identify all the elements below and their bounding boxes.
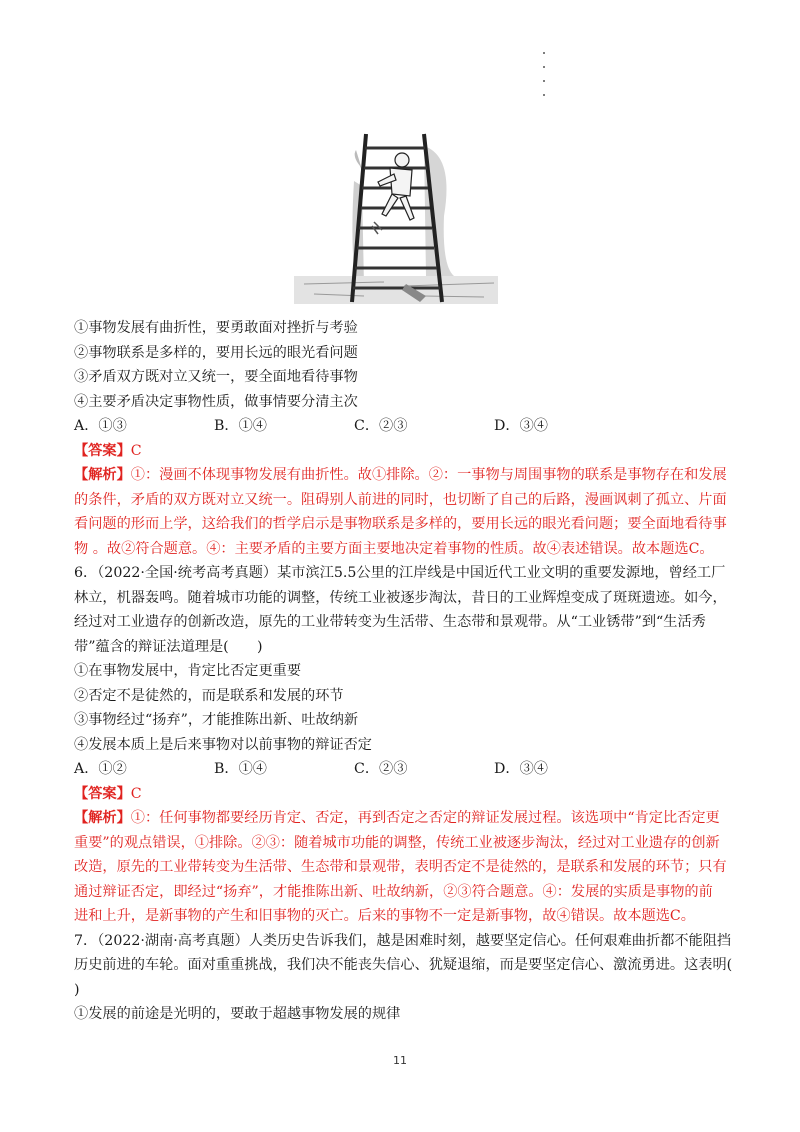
q5-choice-b: B．①④: [214, 418, 267, 434]
document-body: [74, 316, 746, 1027]
decorative-dots: [540, 52, 550, 108]
q5-analysis-line-1: [74, 463, 746, 488]
q6-stem-line-2: 林立，机器轰鸣。随着城市功能的调整，传统工业被逐步淘汰，昔日的工业辉煌变成了斑斑遗迹。如今，: [74, 589, 727, 606]
q5-choice-a: A．①③: [74, 418, 127, 434]
q6-choice-a: A．①②: [74, 761, 127, 777]
q6-analysis-line-5: 进和上升，是新事物的产生和旧事物的灭亡。后来的事物不一定是新事物，故④错误。故本题选C。: [74, 908, 695, 924]
q7-stem-line-1: 7．（2022·湖南·高考真题）人类历史告诉我们，越是困难时刻，越要坚定信心。任何艰难曲折都不能阻挡: [74, 932, 732, 949]
q5-answer-value: C: [130, 442, 142, 459]
q6-analysis-line-1: [74, 806, 746, 831]
q5-option-4: ④主要矛盾决定事物性质，做事情要分清主次: [74, 393, 358, 410]
q5-choice-c: C．②③: [354, 418, 408, 434]
q5-analysis: [74, 463, 746, 561]
page-number: 11: [393, 1054, 407, 1067]
q6-option-4: ④发展本质上是后来事物对以前事物的辩证否定: [74, 736, 372, 753]
q6-analysis-line-3: 改造，原先的工业带转变为生活带、生态带和景观带，表明否定不是徒然的，是联系和发展的环节；只有: [74, 859, 727, 875]
q5-answer: [74, 439, 746, 464]
q6-analysis-line-2: 重要”的观点错误，①排除。②③：随着城市功能的调整，传统工业被逐步淘汰，经过对工业遗存的创新: [74, 834, 720, 851]
q6-stem-line-4: 带”蕴含的辩证法道理是( ): [74, 638, 263, 655]
q5-analysis-label: 【解析】: [74, 467, 131, 483]
q5-analysis-line-3: 看问题的形而上学，这给我们的哲学启示是事物联系是多样的，要用长远的眼光看问题；要全面地看待事: [74, 516, 727, 532]
q5-choices: [74, 414, 746, 439]
q5-option-3: ③矛盾双方既对立又统一，要全面地看待事物: [74, 369, 358, 385]
q7-option-1: ①发展的前途是光明的，要敢于超越事物发展的规律: [74, 1006, 401, 1022]
q5-answer-label: 【答案】: [74, 442, 131, 459]
q6-choice-d: D．③④: [494, 761, 548, 777]
q6-option-1: ①在事物发展中，肯定比否定更重要: [74, 663, 302, 679]
q6-analysis-line-4: 通过辩证否定，即经过“扬弃”，才能推陈出新、吐故纳新，②③符合题意。④：发展的实质是事物的前: [74, 883, 713, 900]
q5-choice-d: D．③④: [494, 418, 548, 434]
q6-stem-line-3: 经过对工业遗存的创新改造，原先的工业带转变为生活带、生态带和景观带。从“工业锈带”到“生活秀: [74, 614, 706, 630]
q6-choice-b: B．①④: [214, 761, 267, 777]
q6-option-3: ③事物经过“扬弃”，才能推陈出新、吐故纳新: [74, 712, 359, 728]
q6-choice-c: C．②③: [354, 761, 408, 777]
q5-option-2: ②事物联系是多样的，要用长远的眼光看问题: [74, 344, 358, 361]
q7-stem-line-3: ): [74, 981, 80, 998]
q5-analysis-line-2: 的条件，矛盾的双方既对立又统一。阻碍别人前进的同时，也切断了自己的后路，漫画讽刺了孤立、片面: [74, 491, 727, 508]
q6-choices: [74, 757, 746, 782]
q6-stem-line-1: 6．（2022·全国·统考高考真题）某市滨江5.5公里的江岸线是中国近代工业文明的重要发源地，曾经工厂: [74, 565, 726, 581]
q5-analysis-text-1: ①：漫画不体现事物发展有曲折性。故①排除。②：一事物与周围事物的联系是事物存在和发展: [130, 467, 727, 483]
q6-answer: [74, 782, 746, 807]
ladder-cartoon-image: [294, 126, 498, 304]
q6-option-2: ②否定不是徒然的，而是联系和发展的环节: [74, 687, 344, 704]
q6-analysis: [74, 806, 746, 929]
q6-analysis-label: 【解析】: [74, 810, 131, 826]
q5-option-1: ①事物发展有曲折性，要勇敢面对挫折与考验: [74, 320, 358, 336]
q5-analysis-line-4: 物 。故②符合题意。④：主要矛盾的主要方面主要地决定着事物的性质。故④表述错误。故本题选C。: [74, 540, 714, 557]
q6-analysis-text-1: ①：任何事物都要经历肯定、否定，再到否定之否定的辩证发展过程。该选项中“肯定比否定更: [130, 810, 720, 826]
q6-answer-label: 【答案】: [74, 785, 131, 802]
q6-answer-value: C: [130, 785, 142, 802]
q7-stem-line-2: 历史前进的车轮。面对重重挑战，我们决不能丧失信心、犹疑退缩，而是要坚定信心、激流勇进。这表明(: [74, 957, 733, 973]
